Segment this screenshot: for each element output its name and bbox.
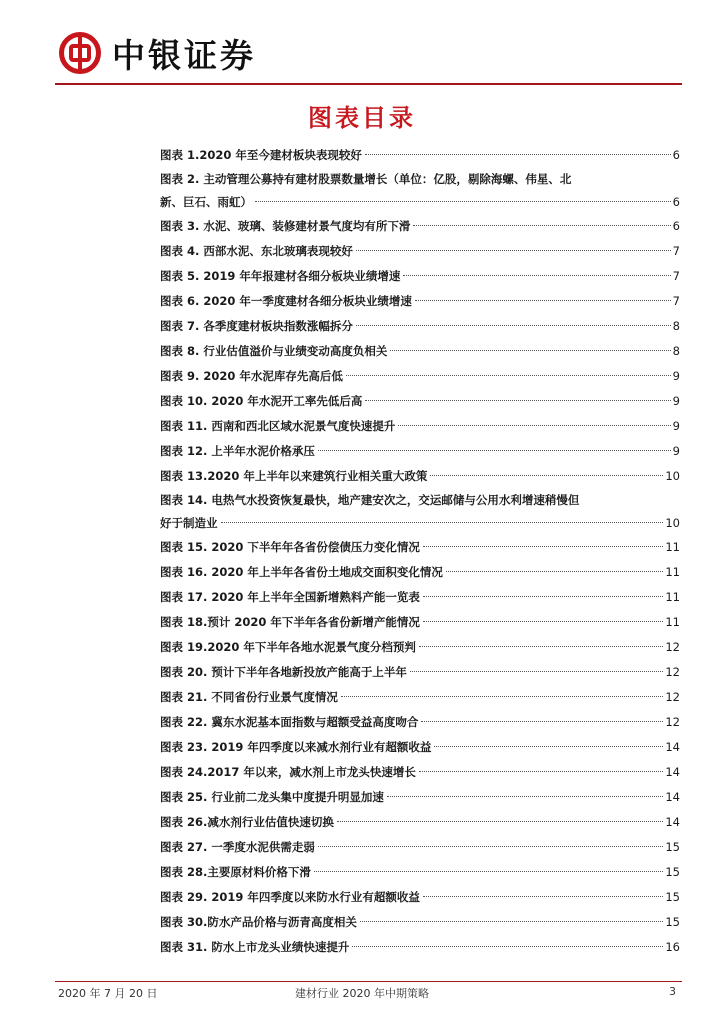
footer-report-title: 建材行业 2020 年中期策略	[295, 987, 429, 1000]
toc-entry[interactable]	[160, 910, 680, 935]
toc-entry[interactable]	[160, 835, 680, 860]
toc-entry[interactable]	[160, 785, 680, 810]
toc-entry[interactable]	[160, 439, 680, 464]
toc-entry-page: 7	[672, 244, 680, 258]
toc-entry-title-continued: 好于制造业	[160, 516, 218, 530]
brand-name: 中银证券	[112, 35, 256, 75]
toc-entry-title: 图表 7. 各季度建材板块指数涨幅拆分	[160, 319, 353, 333]
dot-leader	[318, 450, 671, 451]
toc-entry-title: 图表 22. 冀东水泥基本面指数与超额受益高度吻合	[160, 715, 419, 729]
toc-entry[interactable]	[160, 489, 680, 535]
toc-entry[interactable]	[160, 760, 680, 785]
toc-entry-page: 14	[665, 790, 680, 804]
toc-entry-page: 16	[665, 940, 680, 954]
bank-of-china-logo-icon	[58, 31, 102, 75]
toc-entry-title: 图表 18.预计 2020 年下半年各省份新增产能情况	[160, 615, 420, 629]
toc-entry-title: 图表 26.减水剂行业估值快速切换	[160, 815, 334, 829]
dot-leader	[221, 522, 664, 523]
dot-leader	[423, 621, 663, 622]
page-header	[58, 30, 256, 76]
dot-leader	[410, 671, 663, 672]
toc-entry-page: 6	[672, 195, 680, 209]
dot-leader	[346, 375, 671, 376]
header-divider	[55, 83, 682, 85]
toc-entry[interactable]	[160, 364, 680, 389]
toc-entry-page: 8	[672, 344, 680, 358]
toc-entry[interactable]	[160, 710, 680, 735]
dot-leader	[423, 896, 663, 897]
dot-leader	[434, 746, 663, 747]
footer-divider	[55, 981, 682, 982]
toc-entry-page: 12	[665, 690, 680, 704]
toc-entry-page: 9	[672, 444, 680, 458]
toc-entry[interactable]	[160, 560, 680, 585]
toc-entry-title: 图表 21. 不同省份行业景气度情况	[160, 690, 338, 704]
toc-entry[interactable]	[160, 339, 680, 364]
toc-entry-page: 9	[672, 419, 680, 433]
dot-leader	[398, 425, 670, 426]
toc-entry[interactable]	[160, 885, 680, 910]
toc-entry-page: 10	[665, 469, 680, 483]
toc-entry[interactable]	[160, 239, 680, 264]
toc-entry-title-continued: 新、巨石、雨虹）	[160, 195, 252, 209]
toc-entry-page: 14	[665, 815, 680, 829]
toc-entry-title: 图表 4. 西部水泥、东北玻璃表现较好	[160, 244, 353, 258]
dot-leader	[446, 571, 663, 572]
toc-entry-title: 图表 20. 预计下半年各地新投放产能高于上半年	[160, 665, 407, 679]
toc-entry-page: 11	[665, 590, 680, 604]
toc-entry-title: 图表 8. 行业估值溢价与业绩变动高度负相关	[160, 344, 388, 358]
toc-entry-title: 图表 11. 西南和西北区域水泥景气度快速提升	[160, 419, 396, 433]
dot-leader	[360, 921, 663, 922]
toc-entry-page: 15	[665, 915, 680, 929]
dot-leader	[337, 821, 663, 822]
dot-leader	[356, 250, 671, 251]
toc-entry-title: 图表 16. 2020 年上半年各省份土地成交面积变化情况	[160, 565, 443, 579]
dot-leader	[415, 300, 671, 301]
toc-entry[interactable]	[160, 810, 680, 835]
toc-entry-page: 12	[665, 665, 680, 679]
toc-entry-page: 11	[665, 615, 680, 629]
toc-entry[interactable]	[160, 610, 680, 635]
toc-entry[interactable]	[160, 585, 680, 610]
toc-entry-title: 图表 19.2020 年下半年各地水泥景气度分档预判	[160, 640, 416, 654]
dot-leader	[413, 225, 670, 226]
toc-entry-title: 图表 31. 防水上市龙头业绩快速提升	[160, 940, 350, 954]
toc-entry-title: 图表 27. 一季度水泥供需走弱	[160, 840, 315, 854]
toc-entry-title: 图表 2. 主动管理公募持有建材股票数量增长（单位：亿股，剔除海螺、伟星、北	[160, 172, 572, 186]
toc-entry-title: 图表 24.2017 年以来，减水剂上市龙头快速增长	[160, 765, 416, 779]
dot-leader	[430, 475, 663, 476]
toc-entry-page: 15	[665, 840, 680, 854]
dot-leader	[403, 275, 670, 276]
toc-entry-page: 11	[665, 540, 680, 554]
toc-entry-title: 图表 28.主要原材料价格下滑	[160, 865, 311, 879]
toc-entry[interactable]	[160, 214, 680, 239]
toc-entry-page: 9	[672, 394, 680, 408]
toc-entry-page: 12	[665, 715, 680, 729]
toc-entry-title: 图表 1.2020 年至今建材板块表现较好	[160, 148, 362, 162]
toc-entry-title: 图表 9. 2020 年水泥库存先高后低	[160, 369, 343, 383]
toc-entry-title: 图表 23. 2019 年四季度以来减水剂行业有超额收益	[160, 740, 432, 754]
dot-leader	[352, 946, 663, 947]
dot-leader	[423, 596, 663, 597]
toc-entry-page: 15	[665, 865, 680, 879]
toc-entry[interactable]	[160, 168, 680, 214]
toc-entry-title: 图表 14. 电热气水投资恢复最快，地产建安次之，交运邮储与公用水利增速稍慢但	[160, 493, 580, 507]
dot-leader	[318, 846, 663, 847]
toc-entry[interactable]	[160, 414, 680, 439]
toc-entry[interactable]	[160, 935, 680, 960]
dot-leader	[314, 871, 663, 872]
dot-leader	[390, 350, 670, 351]
toc-entry-title: 图表 29. 2019 年四季度以来防水行业有超额收益	[160, 890, 420, 904]
toc-entry-page: 6	[672, 148, 680, 162]
dot-leader	[387, 796, 663, 797]
dot-leader	[356, 325, 671, 326]
dot-leader	[421, 721, 663, 722]
toc-entry-title: 图表 6. 2020 年一季度建材各细分板块业绩增速	[160, 294, 412, 308]
toc-entry[interactable]	[160, 660, 680, 685]
toc-entry[interactable]	[160, 860, 680, 885]
toc-entry-title: 图表 13.2020 年上半年以来建筑行业相关重大政策	[160, 469, 428, 483]
toc-entry-page: 14	[665, 740, 680, 754]
dot-leader	[419, 646, 663, 647]
toc-entry[interactable]	[160, 535, 680, 560]
footer-date: 2020 年 7 月 20 日	[58, 987, 158, 1000]
toc-entry[interactable]	[160, 264, 680, 289]
dot-leader	[365, 154, 671, 155]
toc-entry-page: 11	[665, 565, 680, 579]
dot-leader	[255, 201, 671, 202]
toc-entry-page: 8	[672, 319, 680, 333]
table-of-figures	[160, 143, 680, 960]
toc-entry[interactable]	[160, 314, 680, 339]
toc-entry[interactable]	[160, 389, 680, 414]
toc-entry-title: 图表 15. 2020 下半年年各省份偿债压力变化情况	[160, 540, 420, 554]
toc-entry-page: 12	[665, 640, 680, 654]
toc-entry-title: 图表 5. 2019 年年报建材各细分板块业绩增速	[160, 269, 401, 283]
toc-entry-title: 图表 25. 行业前二龙头集中度提升明显加速	[160, 790, 384, 804]
toc-entry-title: 图表 3. 水泥、玻璃、装修建材景气度均有所下滑	[160, 219, 411, 233]
toc-entry-title: 图表 12. 上半年水泥价格承压	[160, 444, 315, 458]
toc-entry[interactable]	[160, 289, 680, 314]
toc-entry-page: 6	[672, 219, 680, 233]
toc-entry-page: 7	[672, 269, 680, 283]
dot-leader	[365, 400, 670, 401]
toc-entry[interactable]	[160, 464, 680, 489]
dot-leader	[341, 696, 663, 697]
toc-entry[interactable]	[160, 143, 680, 168]
dot-leader	[423, 546, 663, 547]
dot-leader	[419, 771, 663, 772]
toc-entry-page: 14	[665, 765, 680, 779]
page-title: 图表目录	[308, 103, 416, 132]
toc-entry[interactable]	[160, 685, 680, 710]
toc-entry-page: 15	[665, 890, 680, 904]
toc-entry-page: 10	[665, 516, 680, 530]
toc-entry-page: 9	[672, 369, 680, 383]
toc-entry-title: 图表 17. 2020 年上半年全国新增熟料产能一览表	[160, 590, 420, 604]
toc-entry-title: 图表 30.防水产品价格与沥青高度相关	[160, 915, 357, 929]
toc-entry-page: 7	[672, 294, 680, 308]
toc-entry[interactable]	[160, 635, 680, 660]
toc-entry[interactable]	[160, 735, 680, 760]
footer-page-number: 3	[669, 985, 676, 998]
toc-entry-title: 图表 10. 2020 年水泥开工率先低后高	[160, 394, 363, 408]
